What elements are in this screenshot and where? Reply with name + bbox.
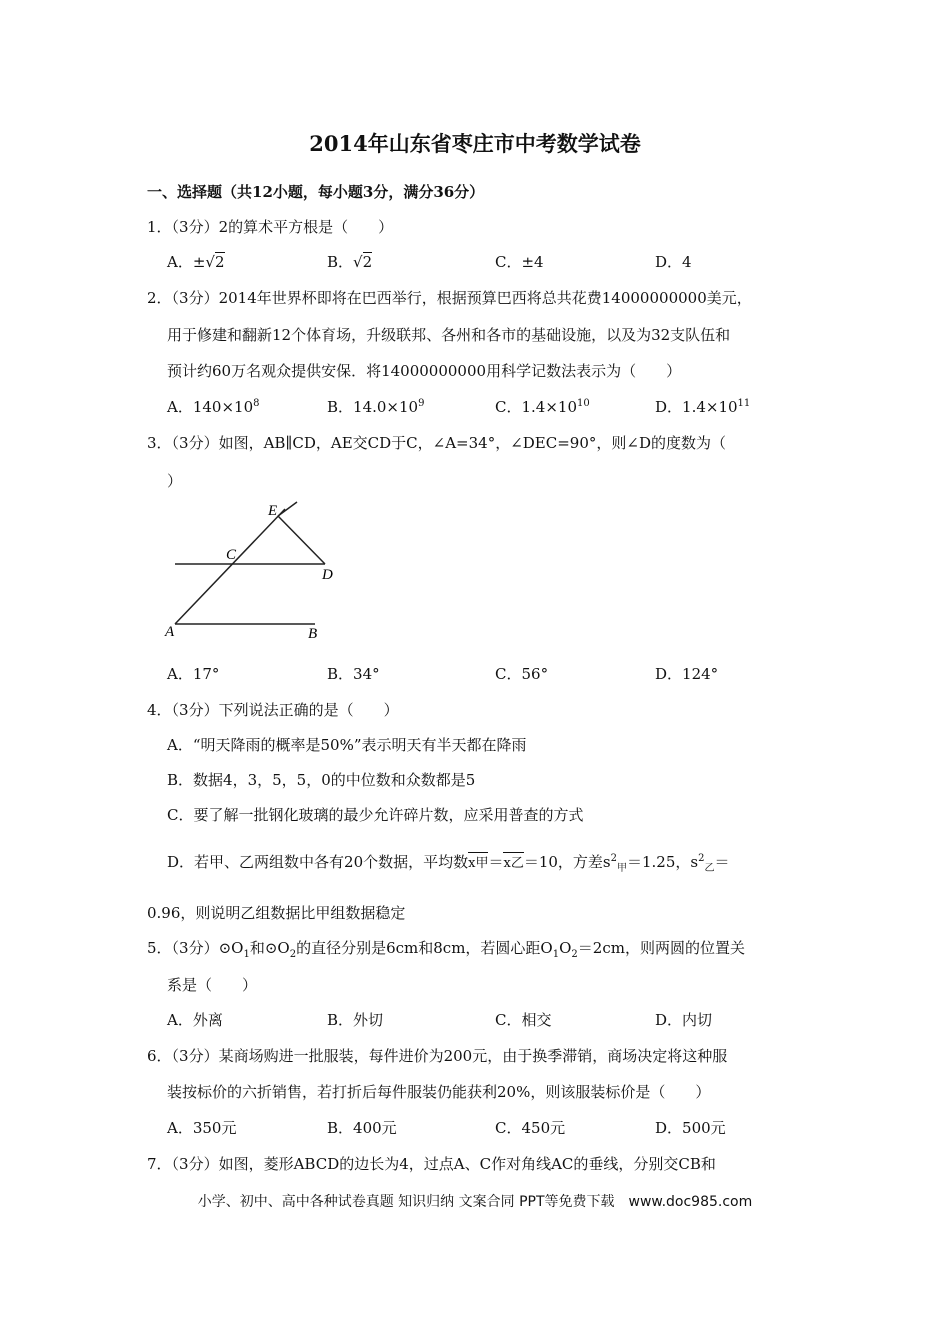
q1-option-a-text: A．± — [167, 253, 206, 271]
q1-option-a-radicand: 2 — [214, 253, 225, 271]
q2-option-a-exponent: 8 — [253, 398, 260, 409]
q5-text-4: O — [559, 939, 572, 957]
q3-geometry-figure — [160, 495, 360, 645]
q4-option-d — [167, 852, 730, 874]
q4-option-a: A．“明天降雨的概率是50%”表示明天有半天都在降雨 — [167, 736, 527, 754]
q5-text-5: ＝2cm，则两圆的位置关 — [577, 939, 745, 957]
question-5-line-2: 系是（ ） — [167, 976, 258, 994]
q3-option-b: B．34° — [327, 665, 380, 683]
q2-option-d — [655, 397, 750, 417]
q4-option-d-continued: 0.96，则说明乙组数据比甲组数据稳定 — [147, 904, 406, 922]
q5-text-3: 的直径分别是6cm和8cm，若圆心距O — [296, 939, 553, 957]
q5-sub-1: 1 — [243, 949, 250, 960]
q6-option-c: C．450元 — [495, 1119, 566, 1137]
q2-option-b-base: B．14.0×10 — [327, 398, 419, 416]
q4-option-d-text-2: ＝10，方差s — [523, 853, 611, 871]
variance-exp-1: 2 — [610, 853, 617, 864]
q5-text-1: 5．（3分）⊙O — [147, 939, 244, 957]
question-3-line-1: 3．（3分）如图，AB∥CD，AE交CD于C，∠A=34°，∠DEC=90°，则∠D的度数为（ — [147, 434, 726, 452]
q5-option-c: C．相交 — [495, 1011, 552, 1029]
q2-option-b — [327, 397, 424, 417]
q6-option-b: B．400元 — [327, 1119, 397, 1137]
line-ae — [175, 509, 285, 624]
question-2-line-1: 2．（3分）2014年世界杯即将在巴西举行，根据预算巴西将总共花费14000000000美元， — [147, 289, 752, 307]
q5-option-d: D．内切 — [655, 1011, 713, 1029]
q2-option-a-base: A．140×10 — [167, 398, 254, 416]
variance-sub-1: 甲 — [617, 863, 627, 874]
label-b: B — [308, 626, 318, 642]
question-6-line-2: 装按标价的六折销售，若打折后每件服装仍能获利20%，则该服装标价是（ ） — [167, 1083, 711, 1101]
q4-option-d-text-3: ＝1.25，s — [627, 853, 699, 871]
line-ed — [278, 516, 325, 564]
label-e: E — [268, 503, 278, 519]
sqrt-symbol: √2 — [205, 253, 225, 271]
question-7-line-1: 7．（3分）如图，菱形ABCD的边长为4，过点A、C作对角线AC的垂线，分别交CB和 — [147, 1155, 716, 1173]
label-a: A — [165, 624, 175, 640]
sqrt-symbol: √2 — [353, 253, 373, 271]
q3-option-c: C．56° — [495, 665, 549, 683]
q5-sub-2: 2 — [289, 949, 297, 960]
q2-option-c-base: C．1.4×10 — [495, 398, 577, 416]
question-2-line-2: 用于修建和翻新12个体育场，升级联邦、各州和各市的基础设施，以及为32支队伍和 — [167, 326, 731, 344]
label-d: D — [322, 567, 333, 583]
q2-option-c — [495, 397, 590, 417]
q2-option-d-base: D．1.4×10 — [655, 398, 738, 416]
question-2-line-3: 预计约60万名观众提供安保．将14000000000用科学记数法表示为（ ） — [167, 362, 682, 380]
q6-option-a: A．350元 — [167, 1119, 237, 1137]
q3-option-d: D．124° — [655, 665, 719, 683]
q2-option-c-exponent: 10 — [577, 398, 590, 409]
mean-x-jia: x甲 — [468, 852, 488, 874]
question-4-stem: 4．（3分）下列说法正确的是（ ） — [147, 701, 399, 719]
q5-sub-4: 2 — [571, 949, 578, 960]
q4-option-d-text-1: D．若甲、乙两组数中各有20个数据，平均数 — [167, 853, 469, 871]
label-c: C — [226, 547, 237, 563]
equals-sign: ＝ — [488, 853, 504, 871]
q2-option-a — [167, 397, 260, 417]
q5-option-a: A．外离 — [167, 1011, 223, 1029]
q1-option-a — [167, 252, 225, 272]
q2-option-b-exponent: 9 — [418, 398, 425, 409]
page-title: 2014年山东省枣庄市中考数学试卷 — [309, 131, 641, 156]
q1-option-b-text: B． — [327, 253, 354, 271]
q5-text-2: 和⊙O — [249, 939, 290, 957]
page-footer: 小学、初中、高中各种试卷真题 知识归纳 文案合同 PPT等免费下载 www.doc985.com — [197, 1194, 753, 1210]
q1-option-b — [327, 252, 372, 272]
q3-option-a: A．17° — [167, 665, 220, 683]
q1-option-b-radicand: 2 — [362, 253, 373, 271]
q5-option-b: B．外切 — [327, 1011, 384, 1029]
q1-option-c: C．±4 — [495, 253, 544, 271]
question-6-line-1: 6．（3分）某商场购进一批服装，每件进价为200元，由于换季滞销，商场决定将这种服 — [147, 1047, 728, 1065]
variance-sub-2: 乙 — [704, 863, 715, 874]
q4-option-c: C．要了解一批钢化玻璃的最少允许碎片数，应采用普查的方式 — [167, 806, 584, 824]
section-heading: 一、选择题（共12小题，每小题3分，满分36分） — [147, 183, 485, 201]
variance-exp-2: 2 — [698, 853, 705, 864]
q4-option-b: B．数据4，3，5，5，0的中位数和众数都是5 — [167, 771, 476, 789]
question-1-stem: 1．（3分）2的算术平方根是（ ） — [147, 218, 394, 236]
q4-option-d-text-4: ＝ — [714, 853, 730, 871]
question-5-line-1 — [147, 938, 745, 958]
q6-option-d: D．500元 — [655, 1119, 726, 1137]
question-3-line-2: ） — [167, 472, 183, 490]
q5-sub-3: 1 — [552, 949, 560, 960]
q2-option-d-exponent: 11 — [737, 398, 751, 409]
line-e-ext — [278, 502, 297, 516]
q1-option-d: D．4 — [655, 253, 692, 271]
mean-x-yi: x乙 — [503, 852, 523, 874]
